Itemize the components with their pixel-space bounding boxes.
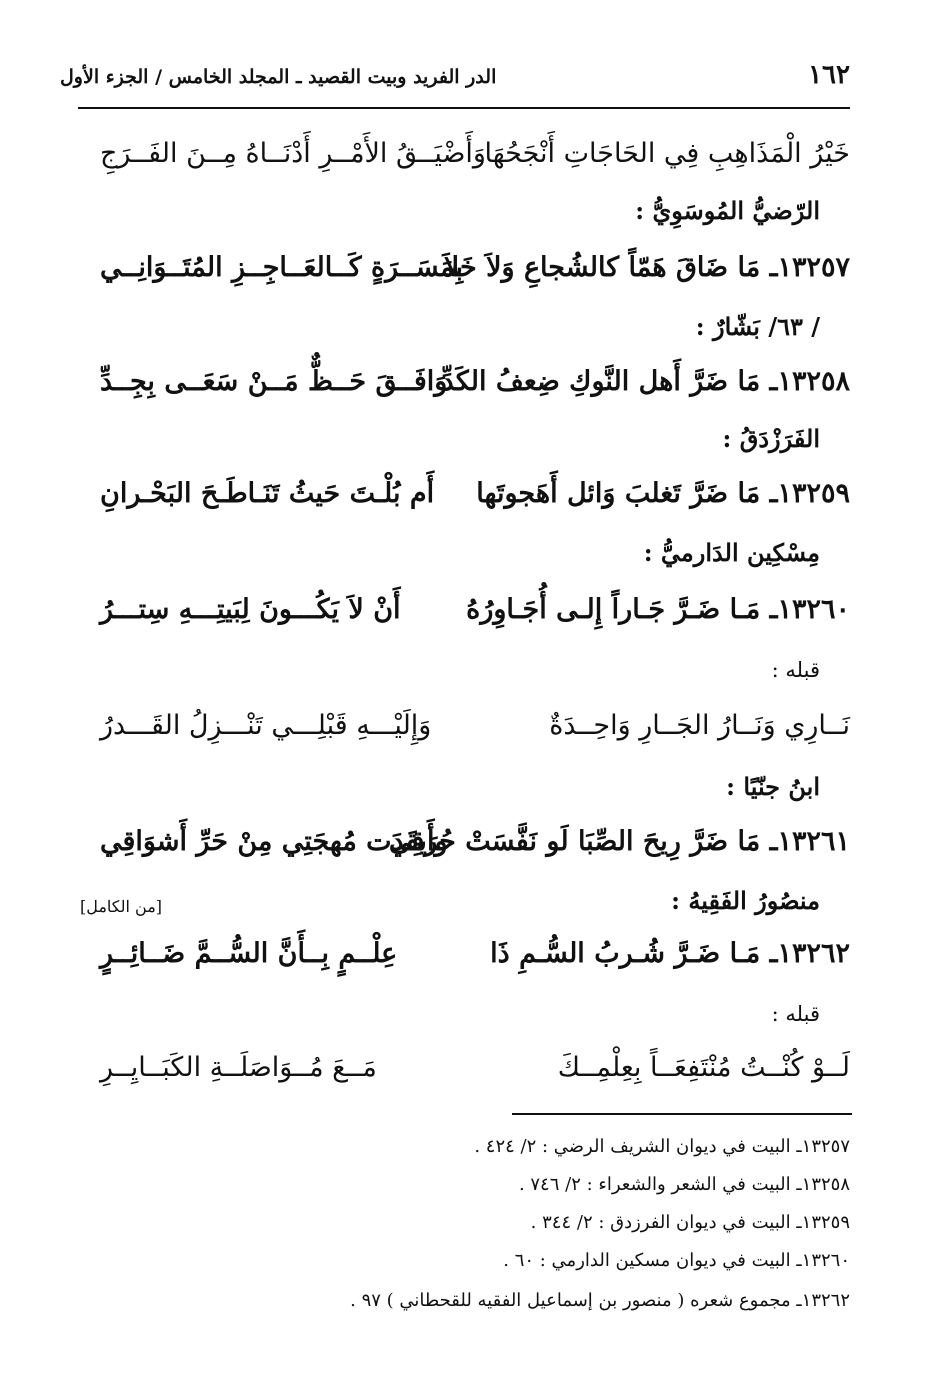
footnote: ١٣٢٥٧ـ البيت في ديوان الشريف الرضي : ٢/ ٤٢٤ . <box>474 1136 850 1157</box>
verse-second-hemistich: عِلْــمٍ بِــأَنَّ السُّــمَّ ضَــائِــرٍ <box>100 938 398 969</box>
verse-line <box>100 478 850 528</box>
verse-first-hemistich: ١٣٢٥٧ـ مَا ضَاقَ هَمّاً كالشُجاعِ وَلاَ خَلاَ <box>443 252 850 283</box>
verse-first-hemistich: ١٣٢٥٩ـ مَا ضَرَّ تَغلبَ وَائل أَهَجوتَها <box>476 478 850 509</box>
verse-second-hemistich: أَنْ لاَ يَكُـــونَ لِبَيتِـــهِ سِتـــرُ <box>100 594 401 625</box>
note-heading <box>100 658 850 708</box>
page-number: ١٦٢ <box>808 60 850 90</box>
poet-name: / ٦٣/ بَشّارٌ : <box>695 312 820 341</box>
verse-first-hemistich: ١٣٢٦١ـ مَا ضَرَّ رِيحَ الصِّبَا لَو نَفَّسَتْ حُرَقِي <box>388 826 850 857</box>
verse-line <box>100 366 850 416</box>
running-title: الدر الفريد وبيت القصيد ـ المجلد الخامس / الجزء الأول <box>60 66 497 88</box>
poet-heading <box>100 196 850 246</box>
verse-second-hemistich: أَم بُلْـتَ حَيثُ تَنَـاطَـحَ البَحْـرانِ <box>100 478 435 509</box>
verse-first-hemistich: نَــارِي وَنَــارُ الجَــارِ وَاحِــدَةٌ <box>549 710 850 741</box>
verse-second-hemistich: وَإِلَيْـــهِ قَبْلِـــي تَنْـــزِلُ القَـــدرُ <box>100 710 432 741</box>
page-header <box>60 58 850 98</box>
poet-name: الفَرَزْدَقُ : <box>722 424 820 453</box>
verse-second-hemistich: وَأَضْيَــقُ الأَمْــرِ أَدْنَــاهُ مِــنَ الفَــرَجِ <box>100 138 486 169</box>
verse-second-hemistich: بِمَسَــرَةٍ كَــالعَــاجِــزِ المُتَــوَانِــي <box>100 252 464 283</box>
verse-second-hemistich: وَافَــقَ حَــظٌّ مَــنْ سَعَــى بِجِــدِّ <box>100 366 448 397</box>
verse-second-hemistich: مَــعَ مُــوَاصَلَــةِ الكَبَــايِــرِ <box>100 1052 377 1083</box>
verse-line <box>100 138 850 188</box>
verse-line <box>100 710 850 760</box>
poet-heading <box>100 772 850 822</box>
poet-heading <box>100 538 850 588</box>
verse-first-hemistich: خَيْرُ الْمَذَاهِبِ فِي الحَاجَاتِ أَنْجَحُهَا <box>484 138 850 169</box>
verse-first-hemistich: ١٣٢٥٨ـ مَا ضَرَّ أَهل النَّوكِ ضِعفُ الكَدِّ <box>441 366 850 397</box>
footnote: ١٣٢٦٠ـ البيت في ديوان مسكين الدارمي : ٦٠ . <box>503 1250 850 1271</box>
poet-name: منصُورُ الفَقِيهُ : <box>671 886 820 915</box>
poet-name: مِسْكِين الدَارميُّ : <box>643 538 820 567</box>
poet-heading <box>100 312 850 362</box>
header-rule <box>78 107 850 109</box>
verse-line <box>100 252 850 302</box>
footnote: ١٣٢٥٩ـ البيت في ديوان الفرزدق : ٢/ ٣٤٤ . <box>530 1212 850 1233</box>
preceding-verse-label: قبله : <box>771 1002 820 1026</box>
poet-heading <box>100 886 850 936</box>
poet-heading <box>100 424 850 474</box>
footnote: ١٣٢٦٢ـ مجموع شعره ( منصور بن إسماعيل الفقيه للقحطاني ) ٩٧ . <box>350 1290 850 1311</box>
verse-line <box>100 826 850 876</box>
footnote: ١٣٢٥٨ـ البيت في الشعر والشعراء : ٢/ ٧٤٦ . <box>518 1174 850 1195</box>
verse-line <box>100 594 850 644</box>
verse-second-hemistich: وأَيقَدَت مُهجَتِي مِنْ حَرِّ أَشوَاقِي <box>100 826 448 857</box>
verse-first-hemistich: لَــوْ كُنْــتُ مُنْتَفِعَــاً بِعِلْمِــكَ <box>557 1052 850 1083</box>
verse-first-hemistich: ١٣٢٦٢ـ مَـا ضَـرَّ شُـربُ السُّـمِ ذَا <box>490 938 850 969</box>
preceding-verse-label: قبله : <box>771 658 820 682</box>
footnote-rule <box>512 1113 852 1115</box>
verse-line <box>100 1052 850 1102</box>
poet-name: الرّضيُّ المُوسَوِيُّ : <box>635 196 820 225</box>
verse-first-hemistich: ١٣٢٦٠ـ مَـا ضَـرَّ جَـاراً إِلـى أُجَـاوِرُهُ <box>466 594 850 625</box>
poet-name: ابنُ جنّيًا : <box>726 772 820 801</box>
note-heading <box>100 1002 850 1052</box>
verse-line <box>100 938 850 988</box>
meter-label: [من الكامل] <box>80 897 163 916</box>
